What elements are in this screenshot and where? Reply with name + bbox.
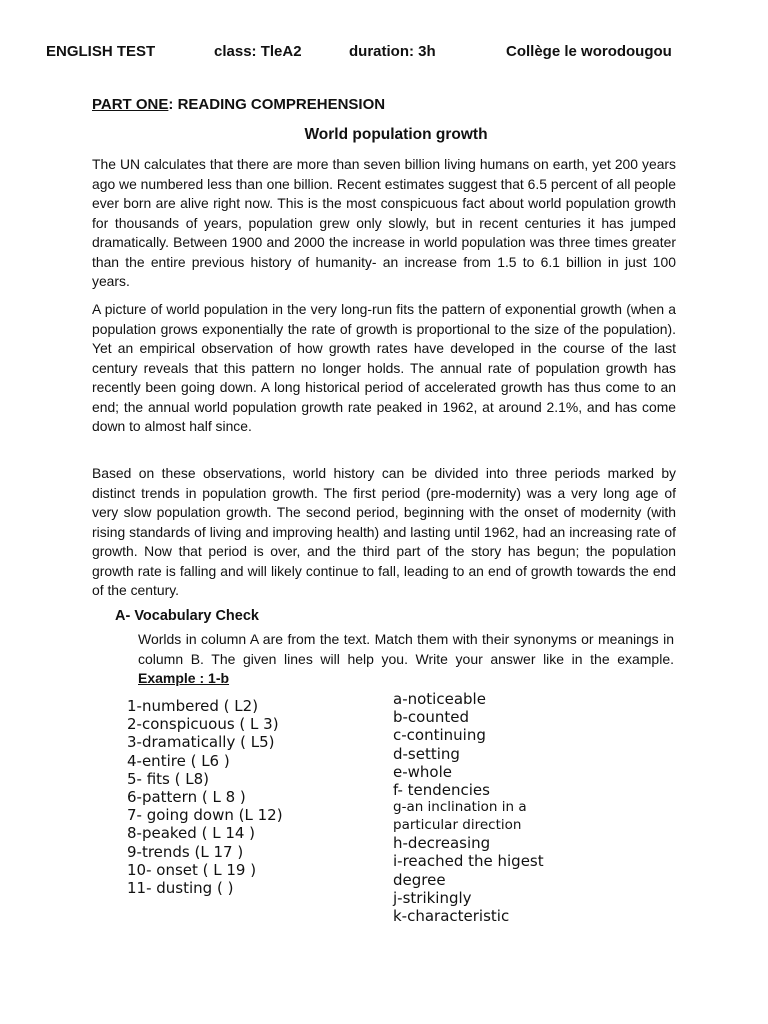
school-name: Collège le worodougou [506,43,672,60]
column-a-item: 10- onset ( L 19 ) [127,860,257,879]
column-b-item: i-reached the higest degree [393,852,544,889]
vocabulary-heading: A- Vocabulary Check [115,608,259,624]
column-a-item: 11- dusting ( ) [127,879,234,898]
paragraph-3: Based on these observations, world history can be divided into three periods marked by distinct trends in population growth. The first period (pre-modernity) was a very long age of very slow population growth. The second period, beginning with the onset of modernity (with rising standards of living and improving health) and lasting until 1962, had an increasing rate of growth. Now that period is over, and the third part of the story has begun; the population growth rate is falling and will likely continue to fall, leading to an end of growth towards the end of the century. [92,465,676,598]
duration-label: duration: 3h [349,43,436,60]
column-b-item: k-characteristic [393,907,510,926]
column-b-item: h-decreasing [393,834,491,853]
column-a-item: 1-numbered ( L2) [127,697,259,715]
test-name: ENGLISH TEST [46,43,156,60]
column-b-item: b-counted [393,708,470,727]
instructions-text: Worlds in column A are from the text. Match them with their synonyms or meanings in column B. The given lines will help you. Write your answer like in the example. [138,631,674,667]
column-b [393,690,593,925]
column-a-item: 6-pattern ( L 8 ) [127,788,246,807]
reading-title: World population growth [304,126,488,143]
example-answer: Example : 1-b [138,670,230,686]
column-a-item: 7- going down (L 12) [127,806,283,825]
class-label: class: TleA2 [214,43,302,60]
test-header [46,43,748,63]
part-title: : READING COMPREHENSION [168,96,386,113]
column-b-item: g-an inclination in a particular direction [393,799,527,833]
part-heading [92,96,385,113]
column-a-item: 4-entire ( L6 ) [127,751,230,770]
column-b-item: f- tendencies [393,781,490,800]
paragraph-2: A picture of world population in the very long-run fits the pattern of exponential growth (when a population grows exponentially the rate of growth is proportional to the size of the population). Yet an empirical observation of how growth rates have developed in the course of the last century reveals that this pattern no longer holds. The annual rate of population growth has recently been going down. A long historical period of accelerated growth has thus come to an end; the annual world population growth rate peaked in 1962, at around 2.1%, and has come down to almost half since. [92,301,676,434]
column-a-item: 5- fits ( L8) [127,769,210,788]
vocabulary-instructions [138,630,674,689]
column-b-item: c-continuing [393,726,486,745]
column-b-item: a-noticeable [393,690,486,708]
paragraph-1: The UN calculates that there are more than seven billion living humans on earth, yet 200 years ago we numbered less than one billion. Recent estimates suggest that 6.5 percent of all people ever born are alive right now. This is the most conspicuous fact about world population growth for thousands of years, population grew only slowly, but in recent centuries it has jumped dramatically. Between 1900 and 2000 the increase in world population was three times greater than the entire previous history of humanity- an increase from 1.5 to 6.1 billion in just 100 years. [92,156,676,289]
column-a-item: 3-dramatically ( L5) [127,733,275,752]
column-a-item: 2-conspicuous ( L 3) [127,715,279,734]
column-a-item: 8-peaked ( L 14 ) [127,824,256,843]
column-b-item: j-strikingly [393,888,472,907]
column-a-item: 9-trends (L 17 ) [127,842,244,861]
column-b-item: d-setting [393,744,460,763]
column-b-item: e-whole [393,762,452,781]
part-label: PART ONE [92,96,169,113]
column-a [127,697,297,942]
